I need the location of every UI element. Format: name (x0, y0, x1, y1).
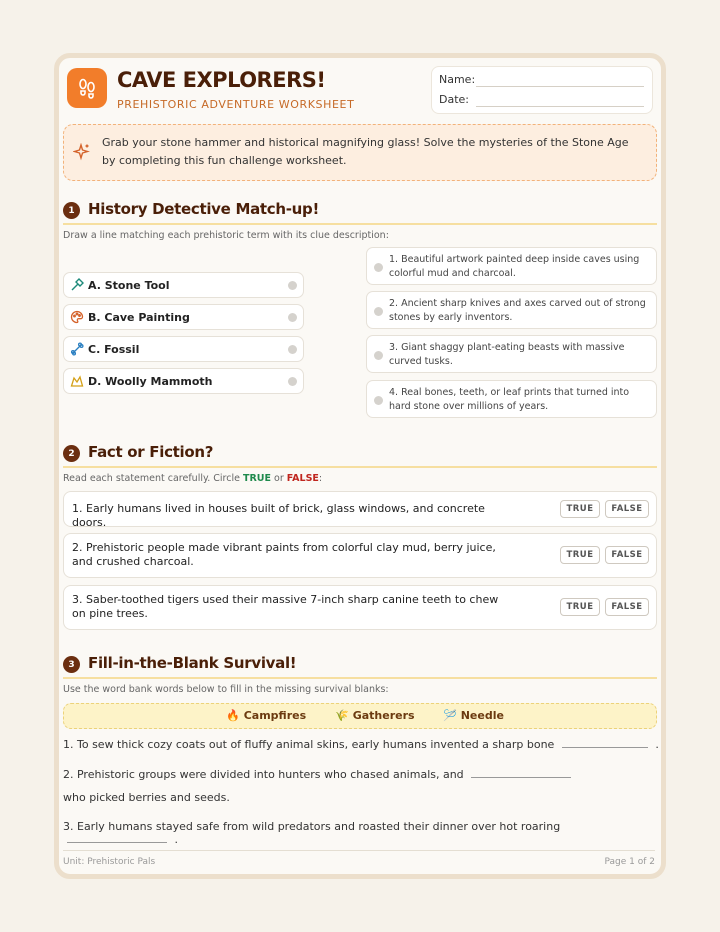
section3-title: Fill-in-the-Blank Survival! (88, 654, 297, 672)
blank-field[interactable] (471, 768, 571, 778)
statement-3 (63, 585, 657, 630)
statement-text: 2. Prehistoric people made vibrant paints from colorful clay mud, berry juice, and crushed charcoal. (72, 541, 496, 568)
section2-number: 2 (63, 445, 80, 462)
intro-banner (63, 124, 657, 181)
bone-icon (70, 342, 84, 356)
match-dot[interactable] (288, 377, 297, 386)
fire-icon: 🔥 (226, 709, 240, 722)
fill-sentence-1 (63, 738, 659, 751)
term-fossil[interactable] (63, 336, 304, 362)
term-label: B. Cave Painting (88, 311, 190, 324)
statement-1 (63, 491, 657, 527)
section1-number: 1 (63, 202, 80, 219)
section3-header (63, 653, 657, 679)
match-dot[interactable] (288, 281, 297, 290)
name-label: Name: (439, 73, 476, 86)
clue-3[interactable] (366, 335, 657, 373)
section3-number: 3 (63, 656, 80, 673)
instruction-suffix: : (318, 473, 323, 484)
instruction-or: or (271, 473, 287, 484)
true-button[interactable]: TRUE (560, 500, 600, 518)
word-bank (63, 703, 657, 729)
clue-2[interactable] (366, 291, 657, 329)
false-button[interactable]: FALSE (605, 546, 649, 564)
true-word: TRUE (243, 473, 271, 484)
blank-field[interactable] (67, 833, 167, 843)
false-button[interactable]: FALSE (605, 598, 649, 616)
date-label: Date: (439, 93, 469, 106)
statement-text: 3. Saber-toothed tigers used their massive 7-inch sharp canine teeth to chew on pine trees. (72, 593, 499, 620)
word-needle (443, 709, 504, 722)
section2-title: Fact or Fiction? (88, 443, 214, 461)
fill-sentence-3 (63, 820, 661, 846)
match-dot[interactable] (374, 263, 383, 272)
word-label: Campfires (243, 709, 307, 722)
hammer-icon (70, 278, 84, 292)
sentence-text: 3. Early humans stayed safe from wild predators and roasted their dinner over hot roaring (63, 820, 561, 833)
fill-sentence-2 (63, 768, 571, 781)
term-label: A. Stone Tool (88, 279, 170, 292)
false-button[interactable]: FALSE (605, 500, 649, 518)
clue-1[interactable] (366, 247, 657, 285)
mammoth-icon (70, 374, 84, 388)
section2-instruction (63, 473, 322, 484)
term-cave-painting[interactable] (63, 304, 304, 330)
true-button[interactable]: TRUE (560, 546, 600, 564)
word-label: Gatherers (352, 709, 415, 722)
statement-text: 1. Early humans lived in houses built of brick, glass windows, and concrete doors. (72, 502, 485, 529)
footer-unit: Unit: Prehistoric Pals (63, 857, 156, 867)
sentence-text: 2. Prehistoric groups were divided into hunters who chased animals, and (63, 768, 464, 781)
fill-sentence-2-cont: who picked berries and seeds. (63, 791, 230, 804)
sentence-end: . (655, 738, 659, 751)
clue-text: 2. Ancient sharp knives and axes carved out of strong stones by early inventors. (389, 298, 646, 323)
instruction-prefix: Read each statement carefully. Circle (63, 473, 243, 484)
name-field[interactable] (476, 86, 644, 87)
needle-icon: 🪡 (443, 709, 457, 722)
match-dot[interactable] (288, 345, 297, 354)
section3-instruction: Use the word bank words below to fill in the missing survival blanks: (63, 684, 389, 695)
term-label: C. Fossil (88, 343, 140, 356)
term-woolly-mammoth[interactable] (63, 368, 304, 394)
match-dot[interactable] (374, 396, 383, 405)
clue-text: 4. Real bones, teeth, or leaf prints that turned into hard stone over millions of years. (389, 387, 630, 412)
true-button[interactable]: TRUE (560, 598, 600, 616)
date-field[interactable] (476, 106, 644, 107)
clue-text: 1. Beautiful artwork painted deep inside caves using colorful mud and charcoal. (389, 254, 640, 279)
word-gatherers (335, 709, 415, 722)
section1-header (63, 199, 657, 225)
header (67, 66, 653, 118)
clue-text: 3. Giant shaggy plant-eating beasts with massive curved tusks. (389, 342, 625, 367)
palette-icon (70, 310, 84, 324)
sentence-text: 1. To sew thick cozy coats out of fluffy animal skins, early humans invented a sharp bone (63, 738, 555, 751)
false-word: FALSE (286, 473, 319, 484)
blank-field[interactable] (562, 738, 648, 748)
clue-4[interactable] (366, 380, 657, 418)
sentence-end: . (174, 833, 178, 846)
intro-text: Grab your stone hammer and historical magnifying glass! Solve the mysteries of the Stone Age by completing this fun challenge worksheet. (102, 136, 629, 167)
section1-instruction: Draw a line matching each prehistoric term with its clue description: (63, 230, 389, 241)
page-title: CAVE EXPLORERS! (117, 68, 326, 92)
term-stone-tool[interactable] (63, 272, 304, 298)
footprints-icon (67, 68, 107, 108)
match-dot[interactable] (374, 351, 383, 360)
footer-page: Page 1 of 2 (604, 857, 655, 867)
wheat-icon: 🌾 (335, 709, 349, 722)
footer (63, 850, 655, 870)
name-date-box (431, 66, 653, 114)
page-subtitle: PREHISTORIC ADVENTURE WORKSHEET (117, 98, 355, 111)
section2-header (63, 442, 657, 468)
match-dot[interactable] (288, 313, 297, 322)
sparkle-icon (73, 143, 91, 167)
worksheet (54, 53, 666, 879)
word-campfires (226, 709, 306, 722)
statement-2 (63, 533, 657, 578)
word-label: Needle (460, 709, 504, 722)
section1-title: History Detective Match-up! (88, 200, 320, 218)
match-dot[interactable] (374, 307, 383, 316)
term-label: D. Woolly Mammoth (88, 375, 213, 388)
